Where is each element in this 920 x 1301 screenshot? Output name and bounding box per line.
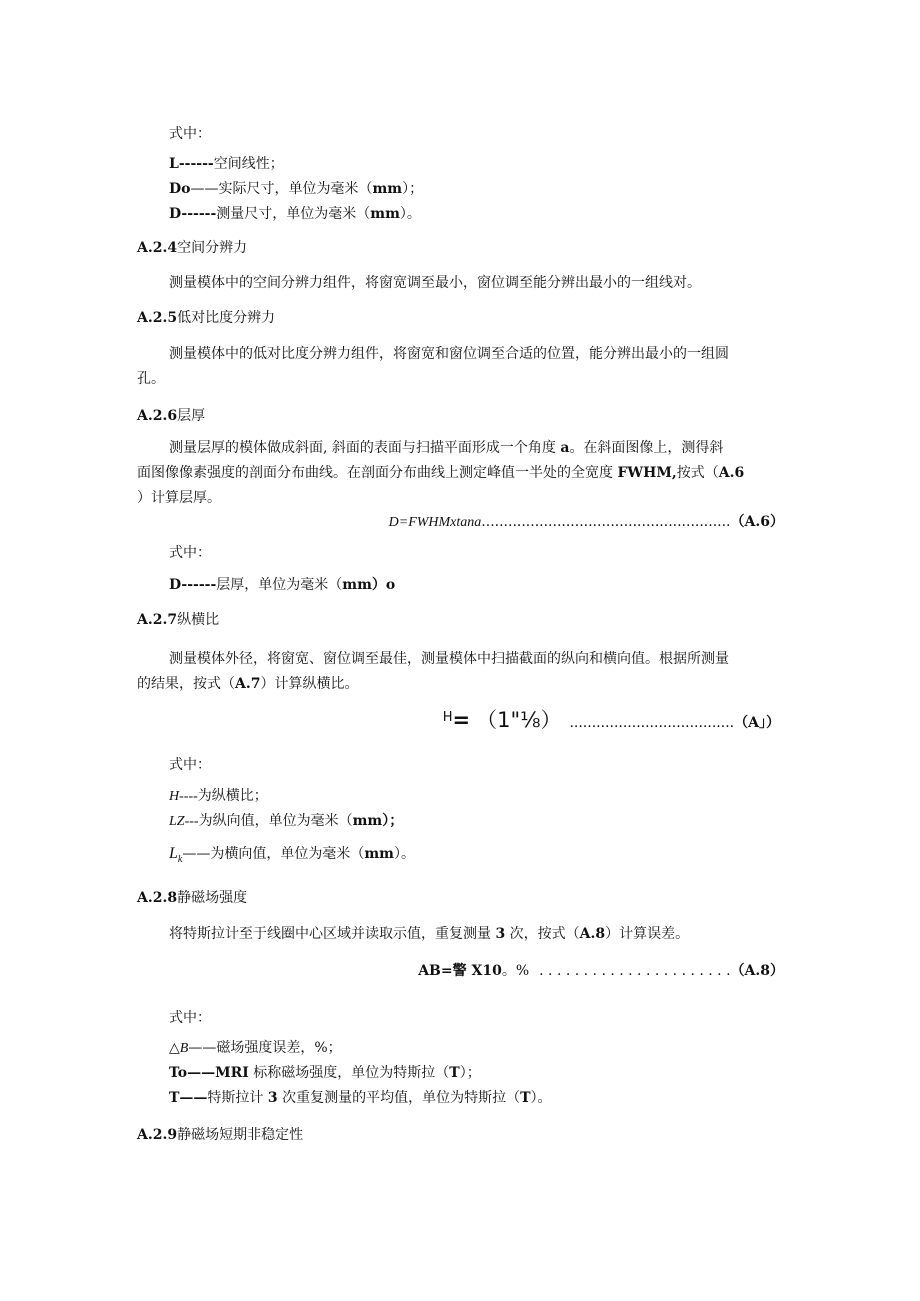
formula-leader-dots: ..................................... (569, 715, 735, 731)
section-title: 纵横比 (177, 612, 220, 628)
where-label: 式中： (169, 545, 211, 561)
definition-end: ）； (382, 813, 404, 829)
definition-Do (169, 181, 423, 198)
definition-end: ）。 (399, 206, 421, 222)
dash: —— (187, 1065, 216, 1081)
fwhm-term: FWHM, (617, 465, 677, 481)
dash: ------ (181, 206, 217, 222)
symbol: L (169, 845, 178, 862)
dash: —— (190, 181, 219, 197)
unit: mm (370, 206, 400, 222)
text: 按式（ (676, 465, 719, 481)
definition-end: ）。 (530, 1090, 552, 1106)
definition-LZ (169, 813, 403, 831)
text: 测量层厚的模体做成斜面, 斜面的表面与扫描平面形成一个角度 (169, 440, 561, 456)
definition-end: ）； (459, 1065, 481, 1081)
formula-leader-dots: . . . . . . . . . . . . . . . . . . . . . . (539, 963, 731, 979)
unit: mm (342, 577, 372, 593)
paragraph-a28 (169, 926, 689, 943)
section-heading-a24 (137, 240, 247, 257)
section-heading-a27 (137, 612, 219, 629)
paragraph-a26-line1 (169, 440, 723, 457)
dash: —— (182, 846, 211, 862)
definition-text: 次重复测量的平均值，单位为特斯拉（ (277, 1090, 521, 1106)
formula-body: （1"⅛） (476, 708, 562, 732)
section-number: A.2.6 (137, 408, 178, 424)
section-title: 静磁场短期非稳定性 (177, 1127, 304, 1143)
formula-label: （A.8） (730, 963, 784, 979)
formula-a6 (389, 514, 784, 532)
text: 面图像像素强度的剖面分布曲线。在剖面分布曲线上测定峰值一半处的全宽度 (137, 465, 618, 481)
section-number: A.2.5 (137, 310, 178, 326)
section-number: A.2.4 (137, 240, 178, 256)
paragraph-a26-line2 (137, 465, 744, 482)
formula-equals: = (452, 708, 471, 732)
symbol: Do (169, 181, 191, 197)
dash: —— (188, 1040, 217, 1056)
text: 的结果，按式（ (137, 676, 235, 692)
formula-a8 (418, 963, 784, 980)
section-title: 低对比度分辨力 (177, 310, 276, 326)
formula-label: （A」） (734, 715, 780, 731)
text: ）计算误差。 (605, 926, 690, 942)
definition-H (169, 788, 268, 806)
where-label: 式中： (169, 126, 211, 142)
paragraph-a27-line1: 测量模体外径，将窗宽、窗位调至最佳，测量模体中扫描截面的纵向和横向值。根据所测量 (169, 651, 729, 667)
paragraph-a25-line2: 孔。 (137, 371, 165, 387)
section-number: A.2.8 (137, 890, 178, 906)
dash: ------ (181, 577, 217, 593)
repeat-count: 3 (267, 1090, 278, 1106)
definition-text: 为横向值，单位为毫米（ (210, 846, 365, 862)
section-heading-a26 (137, 408, 205, 425)
formula-expression: D=FWHMxtana (388, 515, 482, 530)
definition-end: ）。 (394, 846, 415, 862)
symbol: △B (169, 1041, 189, 1056)
symbol: D (169, 206, 182, 222)
definition-text: 标称磁场强度，单位为特斯拉（ (248, 1065, 450, 1081)
formula-a7 (443, 708, 780, 733)
section-number: A.2.7 (137, 612, 178, 628)
paragraph-a24: 测量模体中的空间分辨力组件，将窗宽调至最小，窗位调至能分辨出最小的一组线对。 (169, 275, 701, 291)
section-title: 层厚 (177, 408, 206, 424)
dash: ------ (178, 156, 214, 172)
definition-delta-B (169, 1040, 342, 1058)
definition-text: 为纵向值，单位为毫米（ (198, 813, 353, 829)
definition-text: 磁场强度误差，%； (216, 1040, 342, 1056)
section-heading-a29 (137, 1127, 303, 1144)
unit: T (520, 1090, 531, 1106)
section-heading-a25 (137, 310, 275, 327)
repeat-count: 3 (495, 926, 506, 942)
dash: ---- (179, 789, 198, 804)
symbol: To (169, 1065, 188, 1081)
formula-h: H (442, 710, 453, 725)
formula-middle: 警 X10 (452, 963, 502, 979)
equation-ref: A.8 (579, 926, 606, 942)
section-title: 静磁场强度 (177, 890, 248, 906)
definition-end: ）o (371, 577, 396, 593)
paragraph-a25-line1: 测量模体中的低对比度分辨力组件，将窗宽和窗位调至合适的位置，能分辨出最小的一组圆 (169, 346, 729, 362)
equation-ref: A.7 (235, 676, 261, 692)
definition-T (169, 1090, 552, 1107)
section-title: 空间分辨力 (177, 240, 248, 256)
symbol: D (169, 577, 182, 593)
unit: mm (352, 813, 383, 829)
definition-text: 测量尺寸，单位为毫米（ (216, 206, 371, 222)
definition-text: 特斯拉计 (207, 1090, 268, 1106)
formula-label: （A.6） (730, 514, 784, 530)
definition-D-thickness (169, 577, 395, 594)
unit: mm (372, 181, 403, 197)
symbol: LZ (169, 814, 185, 829)
definition-text: 为纵横比； (197, 788, 268, 804)
angle-symbol: a (560, 440, 570, 456)
where-label: 式中： (169, 1010, 211, 1026)
text: ）计算纵横比。 (260, 676, 359, 692)
unit: T (449, 1065, 460, 1081)
definition-L (169, 156, 284, 173)
text: 将特斯拉计至于线圈中心区域并读取示值，重复测量 (169, 926, 496, 942)
definition-D (169, 206, 421, 223)
equation-ref: A.6 (718, 465, 745, 481)
definition-text: 层厚，单位为毫米（ (216, 577, 343, 593)
definition-Lk (169, 844, 415, 866)
definition-text: 实际尺寸，单位为毫米（ (218, 181, 373, 197)
section-number: A.2.9 (137, 1127, 178, 1143)
symbol: T (169, 1090, 180, 1106)
symbol-subscript: k (177, 853, 183, 865)
symbol: H (169, 789, 180, 804)
formula-tail: 。% (501, 963, 530, 979)
dash: —— (179, 1090, 208, 1106)
where-label: 式中： (169, 757, 211, 773)
text: 。在斜面图像上，测得斜 (569, 440, 724, 456)
definition-text: 空间线性； (213, 156, 284, 172)
formula-leader-dots: ........................................................ (481, 514, 731, 530)
unit: mm (364, 846, 394, 862)
section-heading-a28 (137, 890, 247, 907)
dash: --- (184, 814, 199, 829)
formula-expression: AB= (418, 963, 453, 979)
mri-term: MRI (215, 1065, 249, 1081)
paragraph-a26-line3: ）计算层厚。 (137, 490, 221, 506)
paragraph-a27-line2 (137, 676, 358, 693)
text: 次，按式（ (505, 926, 580, 942)
definition-end: ）； (402, 181, 424, 197)
definition-To (169, 1065, 481, 1082)
symbol: L (169, 156, 179, 172)
